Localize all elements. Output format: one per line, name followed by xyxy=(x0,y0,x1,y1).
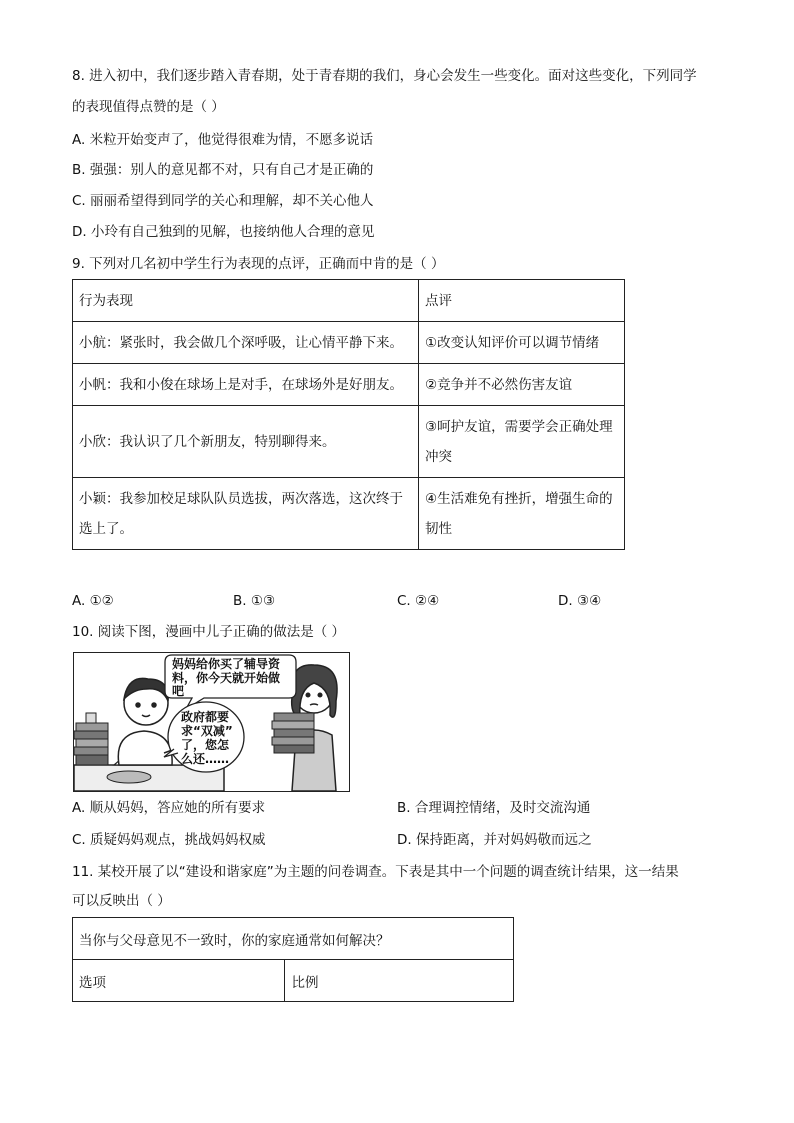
book-stack-right xyxy=(272,713,314,753)
q9-comment-1: ①改变认知评价可以调节情绪 xyxy=(419,322,625,364)
q11-stem-line1: 11. 某校开展了以“建设和谐家庭”为主题的问卷调查。下表是其中一个问题的调查统计结果，这一结果 xyxy=(72,864,679,880)
q9-header-comment: 点评 xyxy=(419,280,625,322)
son-bubble-line2: 求“双减” xyxy=(181,724,233,738)
q11-header-ratio: 比例 xyxy=(285,960,514,1002)
table-row xyxy=(73,478,625,550)
q9-behavior-4 xyxy=(73,478,419,550)
q9-comment-3-line1: ③呵护友谊，需要学会正确处理 xyxy=(425,418,613,435)
mother-speech-bubble xyxy=(165,655,296,709)
q9-comment-4-line2: 韧性 xyxy=(425,520,452,537)
q8-stem-line2: 的表现值得点赞的是（ ） xyxy=(72,99,225,115)
q10-options-row2 xyxy=(72,830,722,850)
son-bubble-line1: 政府都要 xyxy=(181,710,230,724)
q11-header-option: 选项 xyxy=(73,960,285,1002)
q10-options-row1 xyxy=(72,798,722,818)
q9-options xyxy=(72,591,722,611)
q9-option-a: A. ①② xyxy=(72,593,114,609)
q9-stem: 9. 下列对几名初中学生行为表现的点评，正确而中肯的是（ ） xyxy=(72,256,445,272)
q11-question: 当你与父母意见不一致时，你的家庭通常如何解决？ xyxy=(73,918,514,960)
q11-stem-line2: 可以反映出（ ） xyxy=(72,893,171,909)
q9-behavior-4-line2: 选上了。 xyxy=(79,520,133,537)
mother-bubble-line1: 妈妈给你买了辅导资 xyxy=(172,657,281,671)
q8-option-a: A. 米粒开始变声了，他觉得很难为情，不愿多说话 xyxy=(72,132,374,148)
table-row xyxy=(73,918,514,960)
q10-option-b: B. 合理调控情绪，及时交流沟通 xyxy=(397,800,591,816)
q9-comment-4 xyxy=(419,478,625,550)
q10-stem: 10. 阅读下图，漫画中儿子正确的做法是（ ） xyxy=(72,624,346,640)
q10-comic xyxy=(73,652,350,792)
q8-option-d: D. 小玲有自己独到的见解，也接纳他人合理的意见 xyxy=(72,224,375,240)
q9-comment-4-line1: ④生活难免有挫折，增强生命的 xyxy=(425,490,613,507)
q9-comment-2: ②竞争并不必然伤害友谊 xyxy=(419,364,625,406)
q11-table xyxy=(72,917,514,1002)
son-bubble-line3: 了，您怎 xyxy=(181,738,230,752)
table-row xyxy=(73,322,625,364)
book-stack-left xyxy=(74,713,108,765)
table-row xyxy=(73,406,625,478)
q8-stem-line1: 8. 进入初中，我们逐步踏入青春期，处于青春期的我们，身心会发生一些变化。面对这些变化，下列同学 xyxy=(72,68,697,84)
table-row xyxy=(73,364,625,406)
q9-option-d: D. ③④ xyxy=(558,593,602,609)
q9-behavior-4-line1: 小颖：我参加校足球队队员选拔，两次落选，这次终于 xyxy=(79,490,403,507)
q9-comment-3 xyxy=(419,406,625,478)
q10-option-c: C. 质疑妈妈观点，挑战妈妈权威 xyxy=(72,832,266,848)
q9-table xyxy=(72,279,625,550)
table-row xyxy=(73,280,625,322)
q9-option-c: C. ②④ xyxy=(397,593,440,609)
mother-bubble-line3: 吧 xyxy=(172,684,185,698)
q9-option-b: B. ①③ xyxy=(233,593,276,609)
q9-comment-3-line2: 冲突 xyxy=(425,448,452,465)
q8-option-c: C. 丽丽希望得到同学的关心和理解，却不关心他人 xyxy=(72,193,374,209)
q9-behavior-3: 小欣：我认识了几个新朋友，特别聊得来。 xyxy=(73,406,419,478)
q9-behavior-1: 小航：紧张时，我会做几个深呼吸，让心情平静下来。 xyxy=(73,322,419,364)
q10-option-d: D. 保持距离，并对妈妈敬而远之 xyxy=(397,832,592,848)
q9-behavior-2: 小帆：我和小俊在球场上是对手，在球场外是好朋友。 xyxy=(73,364,419,406)
mother-bubble-line2: 料，你今天就开始做 xyxy=(172,671,281,685)
son-bubble-line4: 么还…… xyxy=(181,752,230,766)
q8-option-b: B. 强强：别人的意见都不对，只有自己才是正确的 xyxy=(72,162,374,178)
table-row xyxy=(73,960,514,1002)
q9-header-behavior: 行为表现 xyxy=(73,280,419,322)
q10-option-a: A. 顺从妈妈，答应她的所有要求 xyxy=(72,800,266,816)
